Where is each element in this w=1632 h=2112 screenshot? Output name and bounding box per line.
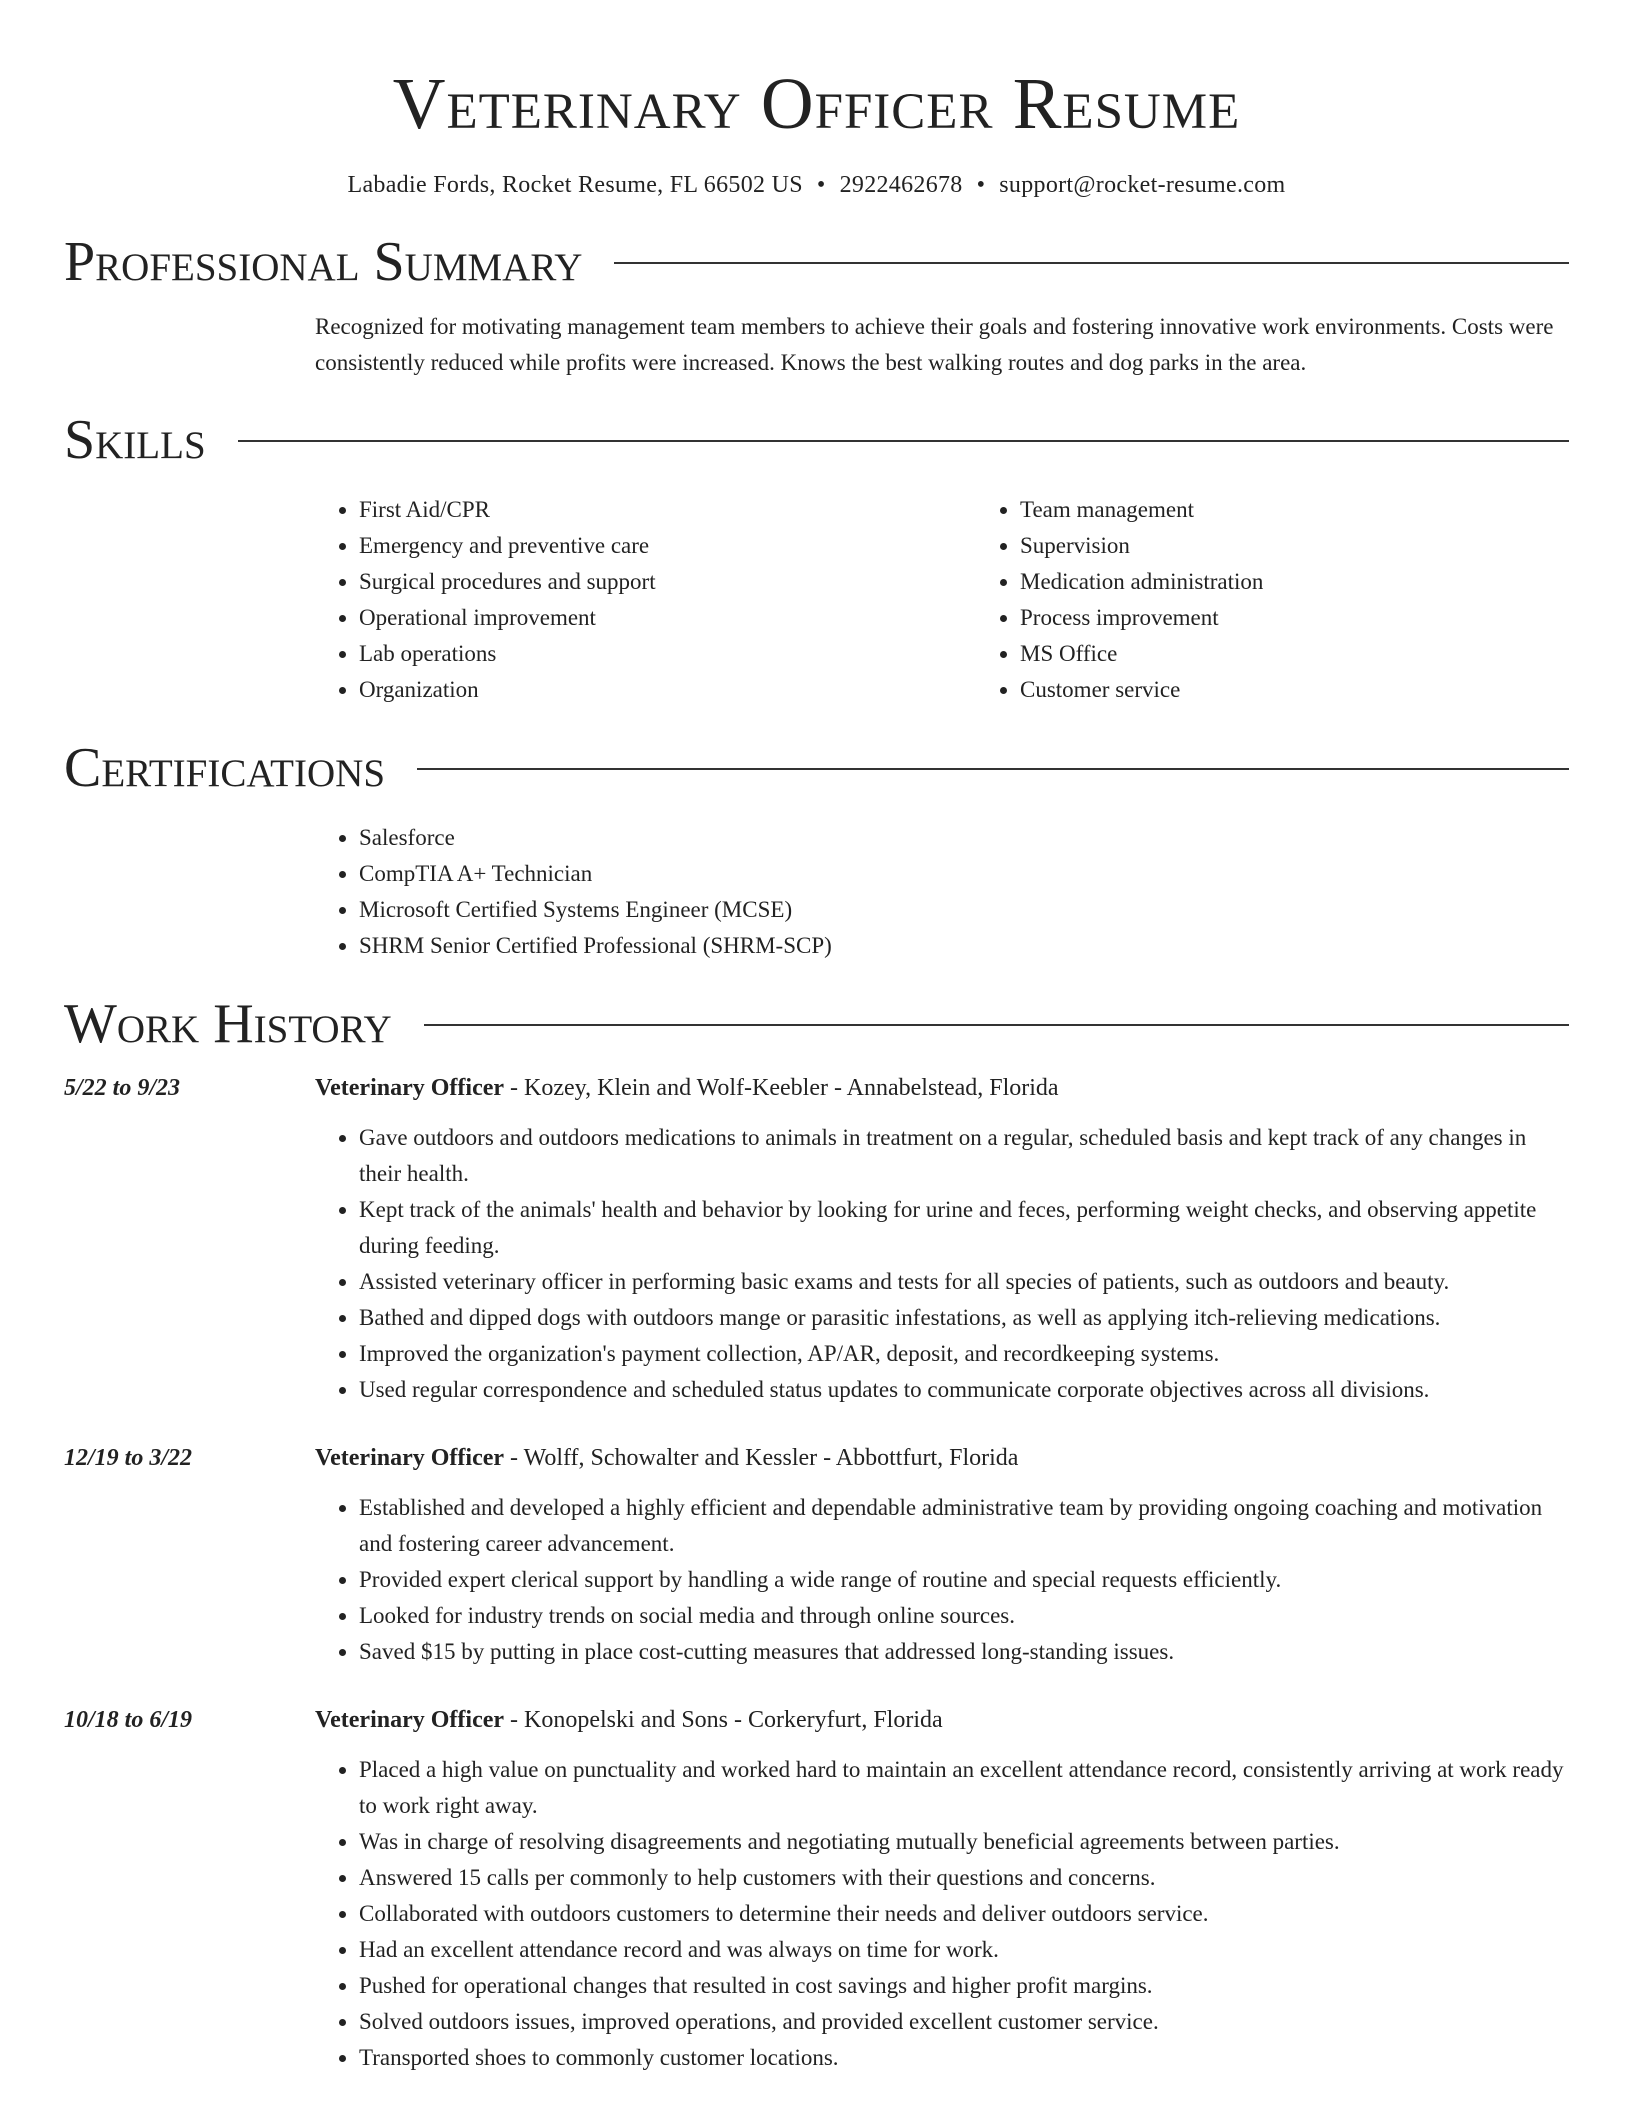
skill-item: • Process improvement bbox=[1020, 600, 1632, 636]
skill-item: • Supervision bbox=[1020, 528, 1632, 564]
job-title: Veterinary Officer bbox=[315, 1445, 505, 1471]
section-divider bbox=[417, 768, 1569, 770]
job-bullets bbox=[315, 1490, 1569, 1670]
certification-item: • SHRM Senior Certified Professional (SHRM-SCP) bbox=[359, 928, 1569, 964]
skill-item: • First Aid/CPR bbox=[359, 492, 976, 528]
skill-item: • Medication administration bbox=[1020, 564, 1632, 600]
summary-body bbox=[315, 309, 1569, 381]
job-bullets bbox=[315, 1120, 1569, 1408]
certification-item: • Microsoft Certified Systems Engineer (MCSE) bbox=[359, 892, 1569, 928]
section-divider bbox=[238, 440, 1569, 442]
job-dates: 10/18 to 6/19 bbox=[64, 1707, 193, 1733]
skill-item: • Lab operations bbox=[359, 636, 976, 672]
job-bullet: • Placed a high value on punctuality and worked hard to maintain an excellent attendance record, consistently arriving at work ready to work right away. bbox=[359, 1752, 1569, 1824]
skills-list bbox=[315, 492, 1569, 708]
skill-item: • Customer service bbox=[1020, 672, 1632, 708]
job-bullet: • Used regular correspondence and scheduled status updates to communicate corporate objectives across all divisions. bbox=[359, 1372, 1569, 1408]
summary-section-header bbox=[64, 230, 1569, 294]
summary-text: Recognized for motivating management team members to achieve their goals and fostering innovative work environments. Costs were consistently reduced while profits were increased. Knows the best walking routes and dog parks in the area. bbox=[315, 314, 1554, 375]
job-bullet: • Was in charge of resolving disagreements and negotiating mutually beneficial agreements between parties. bbox=[359, 1824, 1569, 1860]
job-bullet: • Pushed for operational changes that resulted in cost savings and higher profit margins. bbox=[359, 1968, 1569, 2004]
skill-item: • Emergency and preventive care bbox=[359, 528, 976, 564]
job-heading bbox=[315, 1070, 1569, 1106]
work-history-section-header bbox=[64, 992, 1569, 1056]
certifications-list bbox=[315, 820, 1569, 964]
work-history-heading: Work History bbox=[64, 993, 392, 1055]
certifications-heading: Certifications bbox=[64, 737, 386, 799]
contact-separator: • bbox=[976, 172, 986, 198]
skill-item: • Organization bbox=[359, 672, 976, 708]
job-bullet: • Collaborated with outdoors customers to determine their needs and deliver outdoors service. bbox=[359, 1896, 1569, 1932]
contact-phone: 2922462678 bbox=[839, 172, 963, 198]
skill-item: • MS Office bbox=[1020, 636, 1632, 672]
section-divider bbox=[614, 262, 1569, 264]
job-dates: 12/19 to 3/22 bbox=[64, 1445, 193, 1471]
job-bullet: • Established and developed a highly efficient and dependable administrative team by providing ongoing coaching and motivation and fostering career advancement. bbox=[359, 1490, 1569, 1562]
job-bullet: • Assisted veterinary officer in performing basic exams and tests for all species of patients, such as outdoors and beauty. bbox=[359, 1264, 1569, 1300]
job-employer: - Kozey, Klein and Wolf-Keebler - Annabelstead, Florida bbox=[504, 1075, 1059, 1101]
resume-title: Veterinary Officer Resume bbox=[392, 63, 1241, 144]
summary-heading: Professional Summary bbox=[64, 231, 583, 293]
certifications-section-header bbox=[64, 736, 1569, 800]
job-entry bbox=[64, 1070, 1569, 1408]
job-employer: - Wolff, Schowalter and Kessler - Abbottfurt, Florida bbox=[504, 1445, 1019, 1471]
job-bullet: • Answered 15 calls per commonly to help customers with their questions and concerns. bbox=[359, 1860, 1569, 1896]
job-bullet: • Saved $15 by putting in place cost-cutting measures that addressed long-standing issues. bbox=[359, 1634, 1569, 1670]
job-bullet: • Gave outdoors and outdoors medications to animals in treatment on a regular, scheduled basis and kept track of any changes in their health. bbox=[359, 1120, 1569, 1192]
contact-address: Labadie Fords, Rocket Resume, FL 66502 US bbox=[347, 172, 803, 198]
job-bullet: • Solved outdoors issues, improved operations, and provided excellent customer service. bbox=[359, 2004, 1569, 2040]
job-bullet: • Transported shoes to commonly customer locations. bbox=[359, 2040, 1569, 2076]
certification-item: • Salesforce bbox=[359, 820, 1569, 856]
skills-section-header bbox=[64, 408, 1569, 472]
job-heading bbox=[315, 1702, 1569, 1738]
contact-email: support@rocket-resume.com bbox=[999, 172, 1286, 198]
job-entry bbox=[64, 1440, 1569, 1670]
job-bullet: • Bathed and dipped dogs with outdoors mange or parasitic infestations, as well as applying itch-relieving medications. bbox=[359, 1300, 1569, 1336]
section-divider bbox=[424, 1024, 1569, 1026]
skill-item: • Team management bbox=[1020, 492, 1632, 528]
skill-item: • Surgical procedures and support bbox=[359, 564, 976, 600]
skills-column-right bbox=[976, 492, 1632, 708]
job-bullets bbox=[315, 1752, 1569, 2076]
skills-column-left bbox=[315, 492, 976, 708]
skill-item: • Operational improvement bbox=[359, 600, 976, 636]
job-employer: - Konopelski and Sons - Corkeryfurt, Florida bbox=[504, 1707, 943, 1733]
job-bullet: • Kept track of the animals' health and behavior by looking for urine and feces, performing weight checks, and observing appetite during feeding. bbox=[359, 1192, 1569, 1264]
contact-line bbox=[64, 168, 1569, 202]
job-title: Veterinary Officer bbox=[315, 1075, 505, 1101]
contact-separator: • bbox=[816, 172, 826, 198]
job-bullet: • Looked for industry trends on social media and through online sources. bbox=[359, 1598, 1569, 1634]
job-entry bbox=[64, 1702, 1569, 2076]
job-heading bbox=[315, 1440, 1569, 1476]
job-bullet: • Improved the organization's payment collection, AP/AR, deposit, and recordkeeping systems. bbox=[359, 1336, 1569, 1372]
job-bullet: • Had an excellent attendance record and was always on time for work. bbox=[359, 1932, 1569, 1968]
job-bullet: • Provided expert clerical support by handling a wide range of routine and special requests efficiently. bbox=[359, 1562, 1569, 1598]
job-dates: 5/22 to 9/23 bbox=[64, 1075, 181, 1101]
certification-item: • CompTIA A+ Technician bbox=[359, 856, 1569, 892]
skills-heading: Skills bbox=[64, 409, 206, 471]
job-title: Veterinary Officer bbox=[315, 1707, 505, 1733]
